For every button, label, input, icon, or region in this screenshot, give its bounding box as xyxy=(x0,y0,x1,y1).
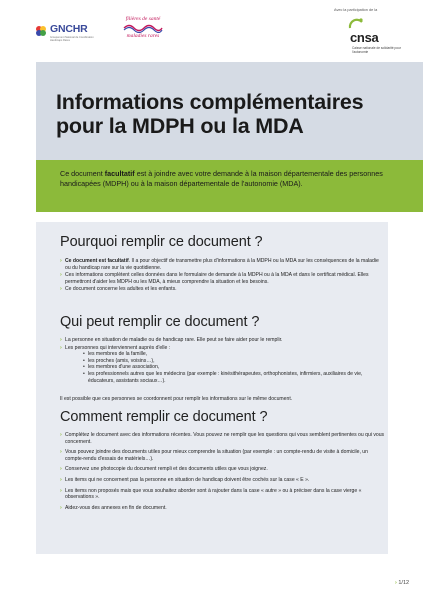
sublist-item: • les membres de la famille, xyxy=(83,351,148,358)
fsmr-logo-line1: filières de santé xyxy=(125,16,161,22)
bullet-icon: • xyxy=(83,357,85,364)
how-list xyxy=(60,432,385,515)
chevron-right-icon: › xyxy=(60,487,62,494)
list-item: › Ce document concerne les adultes et les enfants. xyxy=(60,286,177,293)
page-number: › 1/12 xyxy=(395,580,410,586)
cnsa-logo-text: cnsa xyxy=(350,30,379,45)
section-heading-why: Pourquoi remplir ce document ? xyxy=(60,234,263,250)
intro-text: Ce document facultatif est à joindre avec votre demande à la maison départementale des personnes handicapées (MDPH) ou à la maison départementale de l'autonomie (MDA). xyxy=(60,169,383,188)
chevron-right-icon: › xyxy=(395,580,397,586)
intro-band xyxy=(36,160,423,212)
list-item: › Aidez-vous des annexes en fin de document. xyxy=(60,504,167,511)
list-item: › Ce document est facultatif. Il a pour objectif de transmettre plus d'informations à la MDPH ou la MDA sur les conséquences de la maladie ou du handicap rare sur la vie quotidienne. xyxy=(60,258,379,271)
chevron-right-icon: › xyxy=(60,272,62,279)
list-item: › Les personnes qui interviennent auprès d'elle : • les membres de la famille, • les proches (amis, voisins…), • les membres d'une association, • les professionnels autres que les médecins (par exemple : kinésithérapeutes, orthophonistes, infirmiers, auxiliaires de vie, éducateurs, assistants sociaux…). xyxy=(60,345,385,385)
fsmr-logo xyxy=(110,16,176,52)
chevron-right-icon: › xyxy=(60,286,62,293)
chevron-right-icon: › xyxy=(60,504,62,511)
who-list xyxy=(60,337,385,385)
gnchr-logo-sub: Groupement National de Coordination Handicaps Rares xyxy=(50,36,94,42)
section-heading-how: Comment remplir ce document ? xyxy=(60,409,268,425)
cnsa-logo xyxy=(330,8,410,58)
cnsa-with-text: Avec la participation de la xyxy=(334,8,378,12)
why-list xyxy=(60,258,385,294)
chevron-right-icon: › xyxy=(60,337,62,343)
page-header xyxy=(0,0,423,62)
page-title: Informations complémentaires pour la MDPH ou la MDA xyxy=(56,90,364,138)
sublist-item: • les proches (amis, voisins…), xyxy=(83,357,155,364)
gnchr-logo xyxy=(34,22,96,46)
list-item: › Vous pouvez joindre des documents utiles pour mieux comprendre la situation (par exemple : un compte-rendu de visite à domicile, un compte-rendu d'essais de matériels…). xyxy=(60,449,368,462)
gnchr-logo-text: GNCHR xyxy=(50,23,88,35)
sublist-item: • les professionnels autres que les médecins (par exemple : kinésithérapeutes, orthophonistes, infirmiers, auxiliaires de vie, éducateurs, assistants sociaux…). xyxy=(83,370,363,384)
list-item: › Les items qui ne concernent pas la personne en situation de handicap doivent être cochés sur la case « E ». xyxy=(60,476,310,483)
chevron-right-icon: › xyxy=(60,476,62,483)
chevron-right-icon: › xyxy=(60,432,62,438)
fsmr-wave-icon xyxy=(123,23,163,33)
bullet-icon: • xyxy=(83,364,85,371)
chevron-right-icon: › xyxy=(60,449,62,456)
who-note: Il est possible que ces personnes se coordonnent pour remplir les informations sur le même document. xyxy=(60,396,293,402)
section-heading-who: Qui peut remplir ce document ? xyxy=(60,314,260,330)
who-sublist xyxy=(65,351,385,384)
list-item: › La personne en situation de maladie ou de handicap rare. Elle peut se faire aider pour le remplir. xyxy=(60,337,283,343)
bullet-icon: • xyxy=(83,351,85,358)
list-item: › Ces informations complètent celles données dans le formulaire de demande à la MDPH ou à la MDA et dans le certificat médical. Elles permettront d'aider les MDPH ou les MDA, à mieux comprendre la situation et les besoins. xyxy=(60,272,369,285)
chevron-right-icon: › xyxy=(60,466,62,473)
fsmr-logo-line2: maladies rares xyxy=(126,33,160,39)
bullet-icon: • xyxy=(83,370,85,377)
chevron-right-icon: › xyxy=(60,258,62,264)
gnchr-logo-mark-icon xyxy=(34,24,48,38)
list-item: › Les items non proposés mais que vous souhaitez aborder sont à rajouter dans la case « autre » ou à préciser dans la case vierge « observations ». xyxy=(60,487,362,501)
list-item: › Conservez une photocopie du document rempli et des documents utiles que vous joignez. xyxy=(60,466,268,473)
chevron-right-icon: › xyxy=(60,344,62,351)
list-item: › Complétez le document avec des informations récentes. Vous pouvez ne remplir que les questions qui vous semblent pertinentes ou qui vous concernent. xyxy=(60,432,385,445)
content-panel xyxy=(36,222,388,554)
sublist-item: • les membres d'une association, xyxy=(83,364,160,371)
title-band xyxy=(36,62,423,160)
cnsa-logo-sub: Caisse nationale de solidarité pour l'autonomie xyxy=(352,46,401,54)
